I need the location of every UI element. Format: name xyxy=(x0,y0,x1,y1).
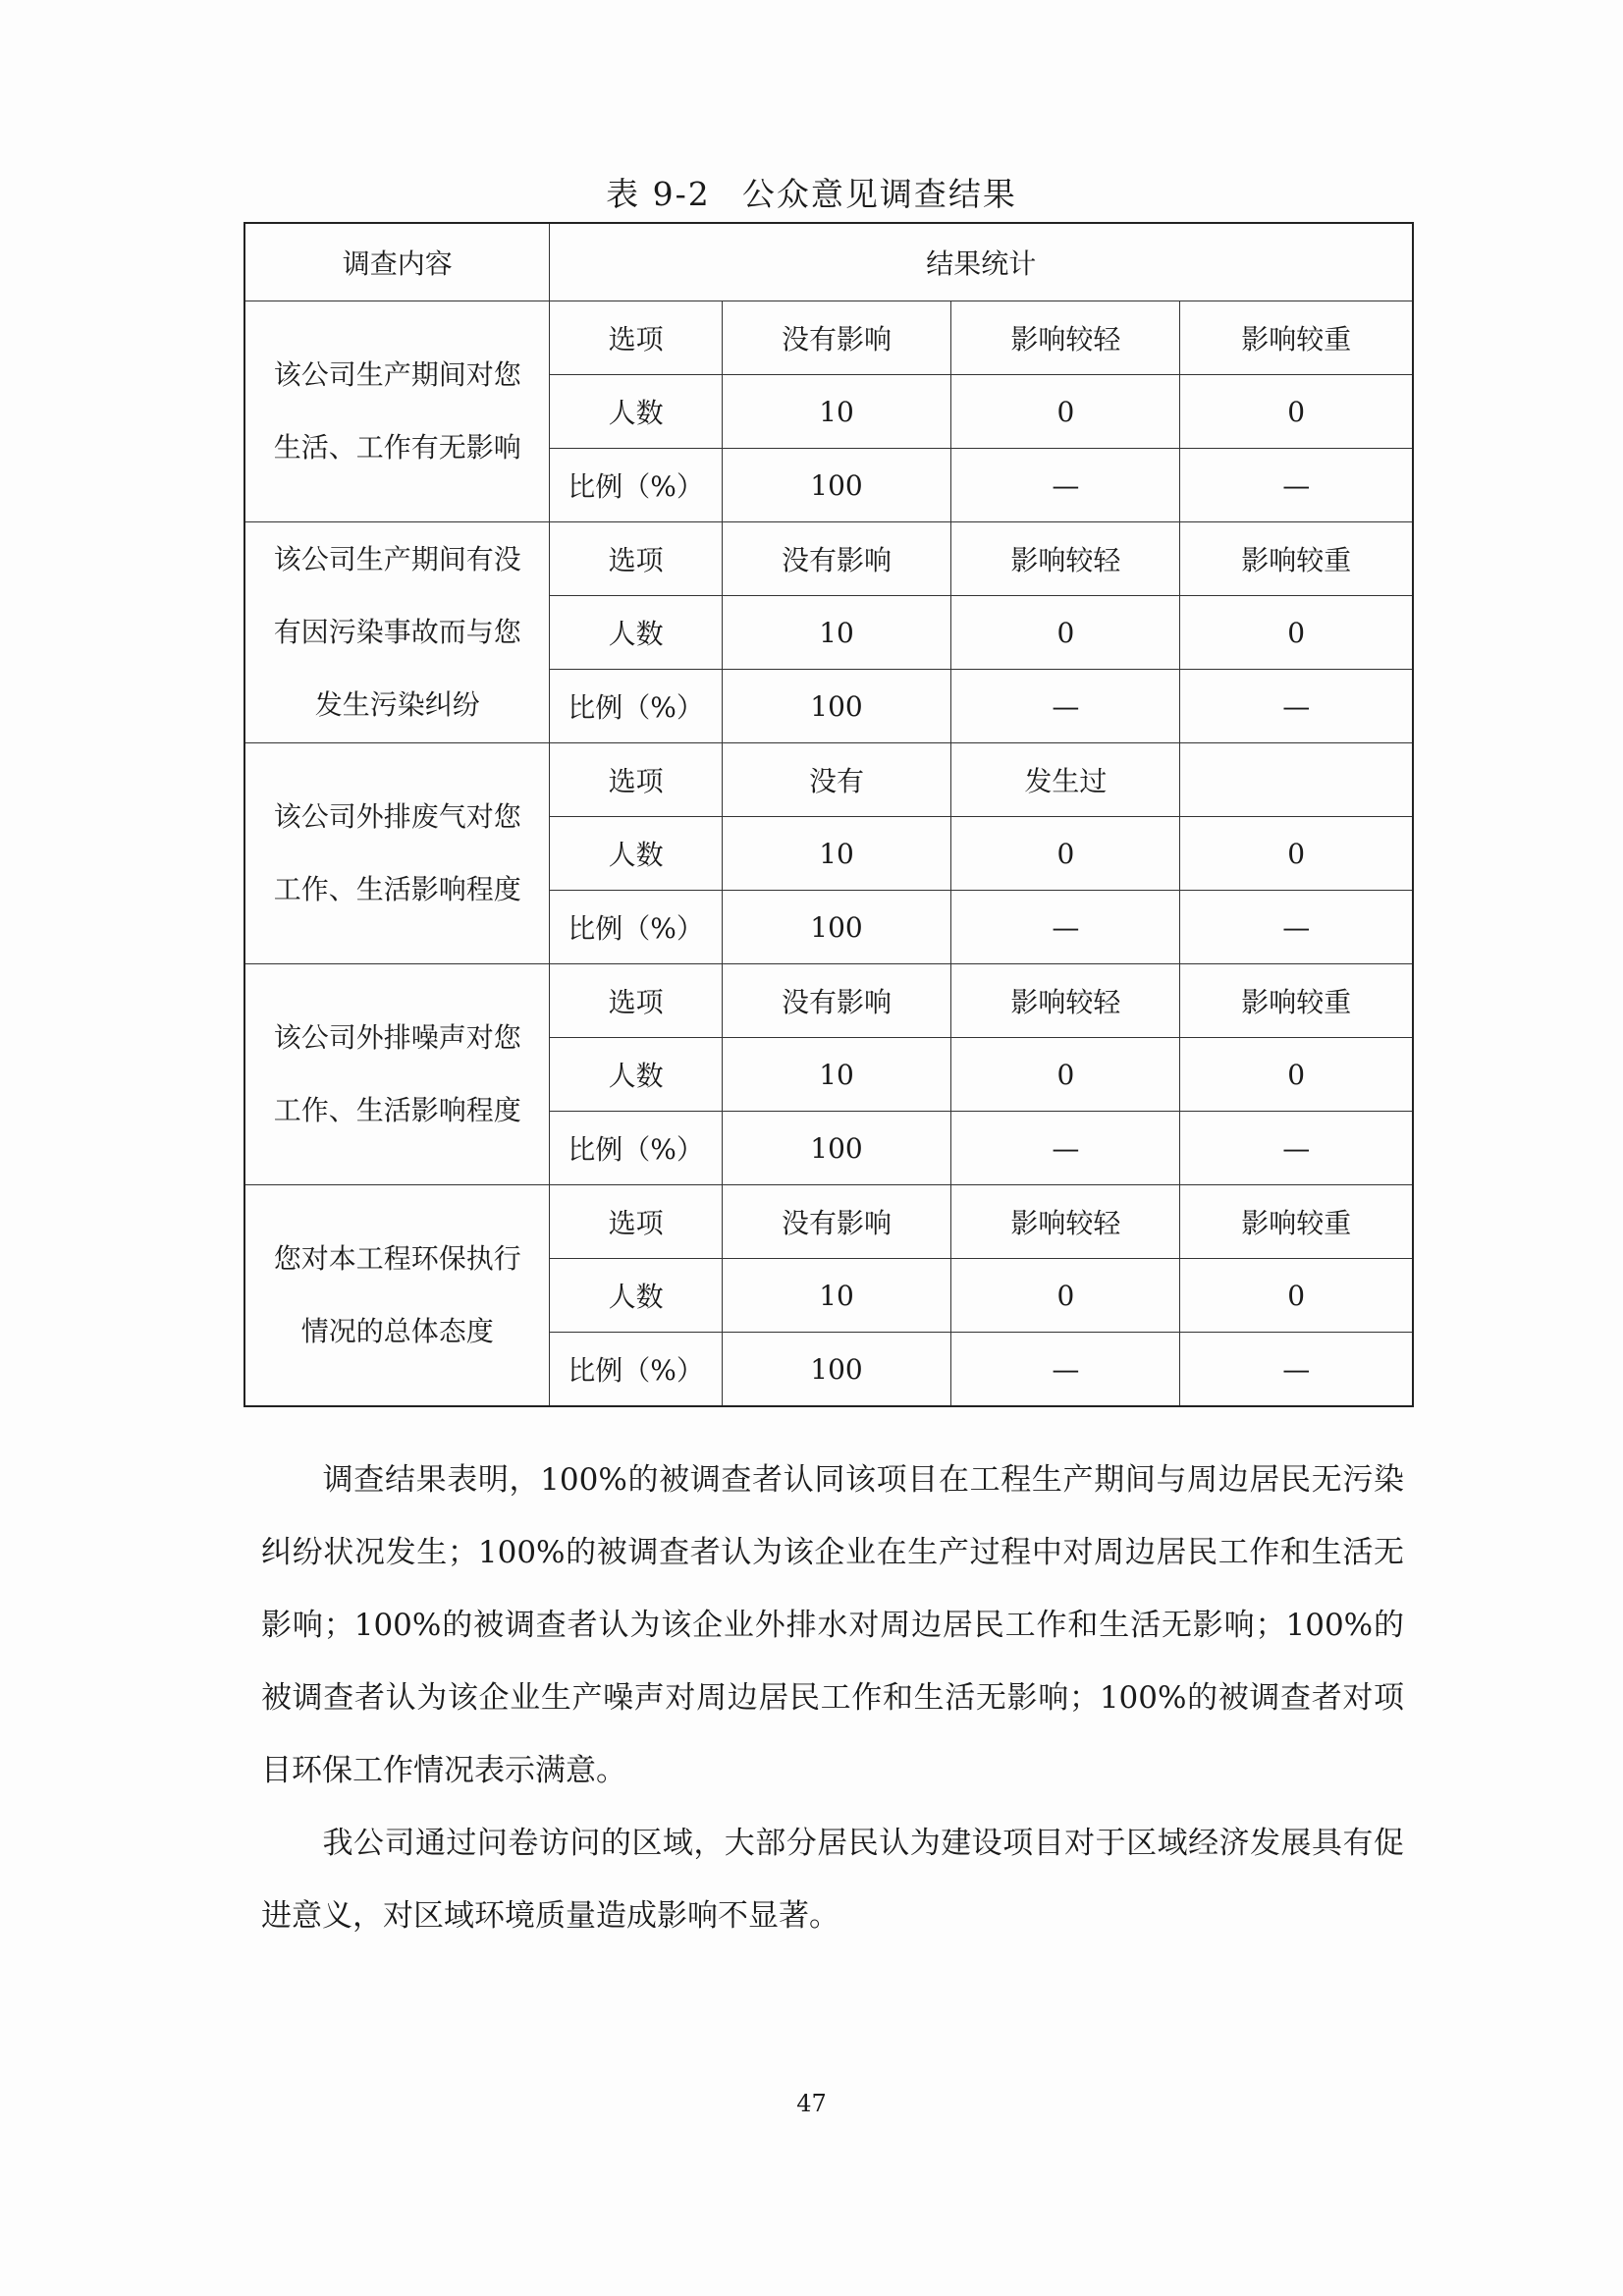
survey-question-cell xyxy=(244,522,550,743)
table-row-options xyxy=(244,743,1413,817)
table-row-options xyxy=(244,1185,1413,1259)
row-label-cell: 比例（%） xyxy=(550,449,722,522)
survey-question-line: 发生污染纠纷 xyxy=(314,688,480,721)
row-label-cell: 选项 xyxy=(550,301,722,375)
table-row-options xyxy=(244,522,1413,596)
survey-question-cell xyxy=(244,964,550,1185)
survey-question-line: 该公司外排噪声对您 xyxy=(273,1021,521,1054)
table-title-text: 公众意见调查结果 xyxy=(741,175,1017,213)
survey-question-line: 该公司生产期间对您 xyxy=(273,358,521,391)
result-cell: 影响较轻 xyxy=(951,301,1180,375)
header-survey-content: 调查内容 xyxy=(244,223,550,301)
result-cell: 100 xyxy=(722,670,951,743)
result-cell: 0 xyxy=(951,817,1180,891)
result-cell: — xyxy=(951,449,1180,522)
result-cell: 影响较重 xyxy=(1180,301,1413,375)
result-cell: 没有 xyxy=(722,743,951,817)
result-cell: 10 xyxy=(722,596,951,670)
paragraph-region-opinion xyxy=(261,1807,1404,1952)
result-cell: 0 xyxy=(951,596,1180,670)
row-label-cell: 比例（%） xyxy=(550,1333,722,1407)
result-cell: 没有影响 xyxy=(722,522,951,596)
result-cell: 0 xyxy=(951,375,1180,449)
survey-question-cell xyxy=(244,1185,550,1407)
page-number: 47 xyxy=(796,2090,827,2117)
header-result-statistics: 结果统计 xyxy=(550,223,1413,301)
row-label-cell: 选项 xyxy=(550,522,722,596)
survey-question-cell xyxy=(244,743,550,964)
result-cell: 0 xyxy=(1180,596,1413,670)
result-cell: 100 xyxy=(722,891,951,964)
result-cell: — xyxy=(951,1333,1180,1407)
result-cell: 100 xyxy=(722,1333,951,1407)
survey-question-line: 有因污染事故而与您 xyxy=(273,616,521,648)
row-label-cell: 选项 xyxy=(550,964,722,1038)
result-cell: 发生过 xyxy=(951,743,1180,817)
paragraph-1-text: 调查结果表明，100%的被调查者认同该项目在工程生产期间与周边居民无污染纠纷状况发生；100%的被调查者认为该企业在生产过程中对周边居民工作和生活无影响；100%的被调查者认为该企业外排水对周边居民工作和生活无影响；100%的被调查者认为该企业生产噪声对周边居民工作和生活无影响；100%的被调查者对项目环保工作情况表示满意。 xyxy=(261,1462,1404,1788)
paragraph-survey-conclusion xyxy=(261,1444,1404,1807)
result-cell: 10 xyxy=(722,375,951,449)
result-cell: 没有影响 xyxy=(722,301,951,375)
result-cell: — xyxy=(951,670,1180,743)
row-label-cell: 选项 xyxy=(550,743,722,817)
survey-results-table xyxy=(243,222,1414,1407)
row-label-cell: 人数 xyxy=(550,1038,722,1112)
row-label-cell: 人数 xyxy=(550,596,722,670)
survey-question-cell xyxy=(244,301,550,522)
result-cell: — xyxy=(1180,1333,1413,1407)
result-cell: 10 xyxy=(722,1259,951,1333)
result-cell: 0 xyxy=(1180,375,1413,449)
result-cell: 10 xyxy=(722,817,951,891)
table-header-row xyxy=(244,223,1413,301)
result-cell: — xyxy=(1180,670,1413,743)
result-cell: 影响较轻 xyxy=(951,522,1180,596)
survey-question-line: 工作、生活影响程度 xyxy=(273,873,521,905)
result-cell: 0 xyxy=(1180,1038,1413,1112)
paragraph-2-text: 我公司通过问卷访问的区域，大部分居民认为建设项目对于区域经济发展具有促进意义，对区域环境质量造成影响不显著。 xyxy=(261,1826,1404,1934)
survey-question-line: 生活、工作有无影响 xyxy=(273,431,521,464)
table-row-options xyxy=(244,964,1413,1038)
result-cell: 影响较轻 xyxy=(951,964,1180,1038)
row-label-cell: 人数 xyxy=(550,1259,722,1333)
result-cell: 0 xyxy=(1180,1259,1413,1333)
survey-question-line: 情况的总体态度 xyxy=(300,1315,494,1347)
result-cell: — xyxy=(1180,891,1413,964)
row-label-cell: 比例（%） xyxy=(550,891,722,964)
table-title xyxy=(0,169,1623,215)
result-cell: — xyxy=(951,891,1180,964)
survey-question-line: 该公司生产期间有没 xyxy=(273,543,521,575)
survey-question-line: 您对本工程环保执行 xyxy=(273,1242,521,1275)
result-cell: 影响较轻 xyxy=(951,1185,1180,1259)
row-label-cell: 比例（%） xyxy=(550,670,722,743)
result-cell: 100 xyxy=(722,449,951,522)
result-cell: 100 xyxy=(722,1112,951,1185)
row-label-cell: 选项 xyxy=(550,1185,722,1259)
result-cell: 没有影响 xyxy=(722,964,951,1038)
result-cell: 0 xyxy=(951,1259,1180,1333)
table-row-options xyxy=(244,301,1413,375)
survey-question-line: 该公司外排废气对您 xyxy=(273,800,521,833)
row-label-cell: 人数 xyxy=(550,375,722,449)
result-cell: 影响较重 xyxy=(1180,1185,1413,1259)
table-title-number: 表 9-2 xyxy=(606,175,711,213)
result-cell: 影响较重 xyxy=(1180,522,1413,596)
result-cell: 0 xyxy=(1180,817,1413,891)
result-cell: 0 xyxy=(951,1038,1180,1112)
result-cell: — xyxy=(1180,449,1413,522)
row-label-cell: 人数 xyxy=(550,817,722,891)
result-cell xyxy=(1180,743,1413,817)
result-cell: 没有影响 xyxy=(722,1185,951,1259)
result-cell: 10 xyxy=(722,1038,951,1112)
result-cell: — xyxy=(951,1112,1180,1185)
result-cell: 影响较重 xyxy=(1180,964,1413,1038)
result-cell: — xyxy=(1180,1112,1413,1185)
survey-question-line: 工作、生活影响程度 xyxy=(273,1094,521,1126)
row-label-cell: 比例（%） xyxy=(550,1112,722,1185)
